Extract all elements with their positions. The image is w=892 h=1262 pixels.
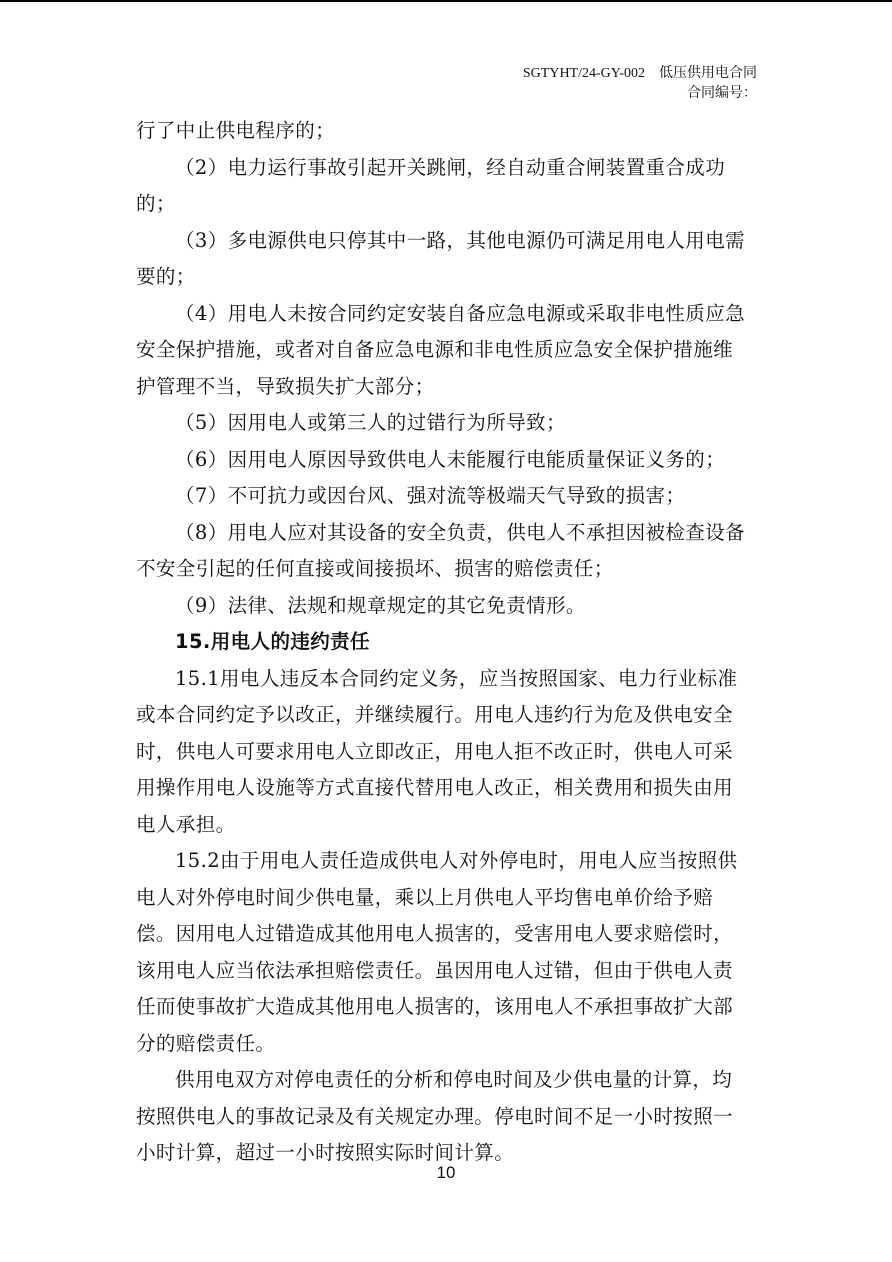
header-line-1: [523, 64, 757, 84]
section-heading: 15.用电人的违约责任: [175, 630, 370, 653]
clause-item-3: （3）多电源供电只停其中一路，其他电源仍可满足用电人用电需要的；: [136, 228, 746, 288]
clause-item-4: （4）用电人未按合同约定安装自备应急电源或采取非电性质应急安全保护措施，或者对自备应急电源和非电性质应急安全保护措施维护管理不当，导致损失扩大部分；: [136, 301, 746, 398]
clause-item-9: （9）法律、法规和规章规定的其它免责情形。: [175, 593, 586, 617]
clause-item-8: （8）用电人应对其设备的安全负责，供电人不承担因被检查设备不安全引起的任何直接或间接损坏、损害的赔偿责任；: [136, 520, 746, 580]
page-header: [523, 64, 757, 104]
contract-code: SGTYHT/24-GY-002: [522, 66, 645, 81]
top-border-line: [0, 0, 892, 2]
page-number: 10: [436, 1163, 456, 1182]
clause-15-2: 15.2由于用电人责任造成供电人对外停电时，用电人应当按照供电人对外停电时间少供电量，乘以上月供电人平均售电单价给予赔偿。因用电人过错造成其他用电人损害的，受害用电人要求赔偿时，该用电人应当依法承担赔偿责任。虽因用电人过错，但由于供电人责任而使事故扩大造成其他用电人损害的，该用电人不承担事故扩大部分的赔偿责任。: [136, 849, 738, 1055]
contract-title: 低压供用电合同: [659, 66, 757, 81]
clause-item-2: （2）电力运行事故引起开关跳闸，经自动重合闸装置重合成功的；: [136, 155, 726, 215]
clause-item-6: （6）因用电人原因导致供电人未能履行电能质量保证义务的；: [175, 447, 726, 471]
clause-15-1: 15.1用电人违反本合同约定义务，应当按照国家、电力行业标准或本合同约定予以改正，并继续履行。用电人违约行为危及供电安全时，供电人可要求用电人立即改正，用电人拒不改正时，供电人可采用操作用电人设施等方式直接代替用电人改正，相关费用和损失由用电人承担。: [136, 666, 738, 836]
clause-item-7: （7）不可抗力或因台风、强对流等极端天气导致的损害；: [175, 484, 686, 507]
contract-number-label: 合同编号：: [687, 86, 757, 101]
paragraph-outage-calculation: 供用电双方对停电责任的分析和停电时间及少供电量的计算，均按照供电人的事故记录及有关规定办理。停电时间不足一小时按照一小时计算，超过一小时按照实际时间计算。: [136, 1068, 734, 1164]
document-body: [136, 113, 748, 1172]
paragraph-continuation: 行了中止供电程序的；: [136, 119, 336, 142]
clause-item-5: （5）因用电人或第三人的过错行为所导致；: [175, 411, 566, 434]
